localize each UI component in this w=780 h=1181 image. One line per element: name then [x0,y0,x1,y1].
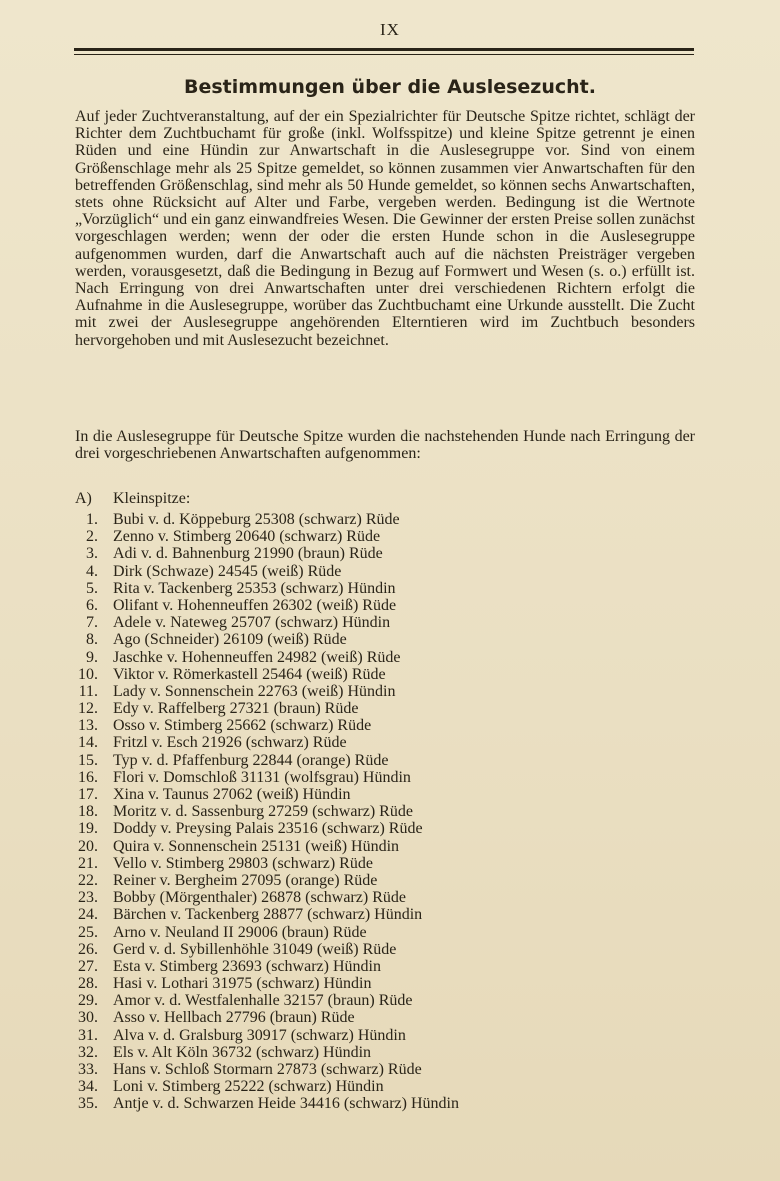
list-item-text: Dirk (Schwaze) 24545 (weiß) Rüde [113,562,342,580]
list-item-number: 11. [78,682,98,700]
list-item-text: Zenno v. Stimberg 20640 (schwarz) Rüde [113,528,381,546]
list-item-number: 17. [78,786,98,803]
list-item-number: 26. [78,940,98,958]
list-item [70,786,690,803]
header-rule-thin [74,54,694,55]
list-item [70,1078,690,1095]
list-item-number: 33. [78,1061,98,1078]
list-intro-paragraph: In die Auslesegruppe für Deutsche Spitze wurden die nachstehenden Hunde nach Erringung der drei vorgeschriebenen Anwartschaften aufgenommen: [75,428,695,463]
list-item [70,683,690,700]
list-item [70,752,690,769]
list-item-number: 27. [78,957,98,975]
list-item [70,992,690,1009]
list-item-number: 9. [86,648,98,666]
list-item [70,511,690,528]
list-item-text: Reiner v. Bergheim 27095 (orange) Rüde [113,871,378,889]
list-item [70,614,690,631]
list-item-text: Olifant v. Hohenneuffen 26302 (weiß) Rüde [113,596,397,614]
list-item [70,563,690,580]
list-item-text: Loni v. Stimberg 25222 (schwarz) Hündin [113,1078,384,1096]
subsection-title: Kleinspitze: [113,490,191,507]
list-item-number: 29. [78,992,98,1010]
list-item-text: Ago (Schneider) 26109 (weiß) Rüde [113,631,347,649]
list-item [70,941,690,958]
list-item-text: Viktor v. Römerkastell 25464 (weiß) Rüde [113,665,386,683]
list-item [70,631,690,648]
list-item-number: 20. [78,837,98,855]
list-item-text: Jaschke v. Hohenneuffen 24982 (weiß) Rüde [113,648,401,666]
list-item-text: Hans v. Schloß Stormarn 27873 (schwarz) Rüde [113,1061,422,1078]
list-item-number: 10. [78,665,98,683]
list-item-text: Bubi v. d. Köppeburg 25308 (schwarz) Rüde [113,511,400,528]
list-item [70,906,690,923]
list-item-number: 7. [86,614,98,632]
list-item-text: Gerd v. d. Sybillenhöhle 31049 (weiß) Rüde [113,940,397,958]
list-item-text: Bobby (Mörgenthaler) 26878 (schwarz) Rüde [113,889,406,907]
list-item-number: 15. [78,751,98,769]
list-item [70,649,690,666]
list-item [70,700,690,717]
list-item-number: 21. [78,854,98,872]
list-item [70,855,690,872]
subsection-label [75,490,190,507]
list-item-number: 2. [86,528,98,546]
list-item-number: 32. [78,1043,98,1061]
list-item-number: 5. [86,579,98,597]
list-item-number: 35. [78,1095,98,1113]
list-item [70,958,690,975]
list-item [70,975,690,992]
list-item [70,666,690,683]
list-item-text: Adele v. Nateweg 25707 (schwarz) Hündin [113,614,391,632]
list-item [70,1044,690,1061]
list-item [70,889,690,906]
list-item [70,597,690,614]
list-item-number: 12. [78,700,98,718]
list-item-text: Els v. Alt Köln 36732 (schwarz) Hündin [113,1043,372,1061]
list-item [70,803,690,820]
list-item-text: Quira v. Sonnenschein 25131 (weiß) Hündin [113,837,400,855]
dog-list [70,511,690,1113]
list-item-text: Osso v. Stimberg 25662 (schwarz) Rüde [113,717,372,735]
list-item-text: Fritzl v. Esch 21926 (schwarz) Rüde [113,734,347,752]
list-item-number: 8. [86,631,98,649]
list-item-text: Amor v. d. Westfalenhalle 32157 (braun) Rüde [113,992,413,1010]
list-item-text: Adi v. d. Bahnenburg 21990 (braun) Rüde [113,545,383,563]
list-item-number: 14. [78,734,98,752]
list-item-number: 4. [86,562,98,580]
list-item-number: 18. [78,803,98,821]
list-item [70,734,690,751]
list-item [70,528,690,545]
list-item [70,872,690,889]
list-item-number: 1. [86,511,98,528]
list-item-text: Antje v. d. Schwarzen Heide 34416 (schwarz) Hündin [113,1095,459,1113]
list-item-text: Doddy v. Preysing Palais 23516 (schwarz) Rüde [113,820,423,838]
subsection-letter: A) [75,490,92,507]
list-item-number: 16. [78,768,98,786]
list-item [70,769,690,786]
list-item-number: 25. [78,923,98,941]
list-item-number: 34. [78,1078,98,1096]
page-number: IX [380,20,400,39]
list-item-number: 22. [78,871,98,889]
intro-paragraph: Auf jeder Zuchtveranstaltung, auf der ein Spezialrichter für Deutsche Spitze richtet, schlägt der Richter dem Zuchtbuchamt für große (inkl. Wolfsspitze) und kleine Spitze getrennt je einen Rüden und eine Hündin zur Anwartschaft in die Auslesegruppe vor. Sind von einem Größenschlage mehr als 25 Spitze gemeldet, so können zusammen vier Anwartschaften für den betreffenden Größenschlag, sind mehr als 50 Hunde gemeldet, so können sechs Anwartschaften, stets ohne Rücksicht auf Alter und Farbe, vergeben werden. Bedingung ist die Wertnote „Vorzüglich“ und ein ganz einwandfreies Wesen. Die Gewinner der ersten Preise sollen zunächst vorgeschlagen werden; wenn der oder die ersten Hunde schon in die Auslesegruppe aufgenommen wurden, darf die Anwartschaft auch auf die nächsten Preisträger vergeben werden, vorausgesetzt, daß die Bedingung in Bezug auf Formwert und Wesen (s. o.) erfüllt ist. Nach Erringung von drei Anwartschaften unter drei verschiedenen Richtern erfolgt die Aufnahme in die Auslesegruppe, worüber das Zuchtbuchamt eine Urkunde ausstellt. Die Zucht mit zwei der Auslesegruppe angehörenden Elterntieren wird im Zuchtbuch besonders hervorgehoben und mit Auslesezucht bezeichnet. [75,108,695,349]
list-item-number: 6. [86,596,98,614]
list-item-text: Esta v. Stimberg 23693 (schwarz) Hündin [113,957,381,975]
list-item [70,580,690,597]
list-item [70,1027,690,1044]
list-item-text: Edy v. Raffelberg 27321 (braun) Rüde [113,700,359,718]
list-item-number: 3. [86,545,98,563]
list-item [70,1009,690,1026]
list-item-number: 23. [78,889,98,907]
list-item-text: Hasi v. Lothari 31975 (schwarz) Hündin [113,975,372,993]
list-item-number: 31. [78,1026,98,1044]
list-item [70,838,690,855]
list-item [70,717,690,734]
list-item-number: 19. [78,820,98,838]
list-item-text: Flori v. Domschloß 31131 (wolfsgrau) Hündin [113,768,411,786]
header-rule-thick [74,48,694,51]
section-heading: Bestimmungen über die Auslesezucht. [184,76,596,98]
list-item-text: Typ v. d. Pfaffenburg 22844 (orange) Rüde [113,751,389,769]
list-item [70,820,690,837]
list-item [70,924,690,941]
list-item-text: Lady v. Sonnenschein 22763 (weiß) Hündin [113,682,396,700]
list-item-number: 30. [78,1009,98,1027]
list-item-text: Xina v. Taunus 27062 (weiß) Hündin [113,786,351,803]
list-item-number: 24. [78,906,98,924]
list-item-text: Alva v. d. Gralsburg 30917 (schwarz) Hündin [113,1026,406,1044]
list-item [70,1061,690,1078]
list-item-text: Bärchen v. Tackenberg 28877 (schwarz) Hündin [113,906,423,924]
list-item-text: Asso v. Hellbach 27796 (braun) Rüde [113,1009,355,1027]
list-item [70,1095,690,1112]
list-item-text: Moritz v. d. Sassenburg 27259 (schwarz) Rüde [113,803,413,821]
list-item-text: Vello v. Stimberg 29803 (schwarz) Rüde [113,854,373,872]
list-item-text: Rita v. Tackenberg 25353 (schwarz) Hündin [113,579,396,597]
list-item [70,545,690,562]
list-item-number: 28. [78,975,98,993]
list-item-number: 13. [78,717,98,735]
list-item-text: Arno v. Neuland II 29006 (braun) Rüde [113,923,367,941]
